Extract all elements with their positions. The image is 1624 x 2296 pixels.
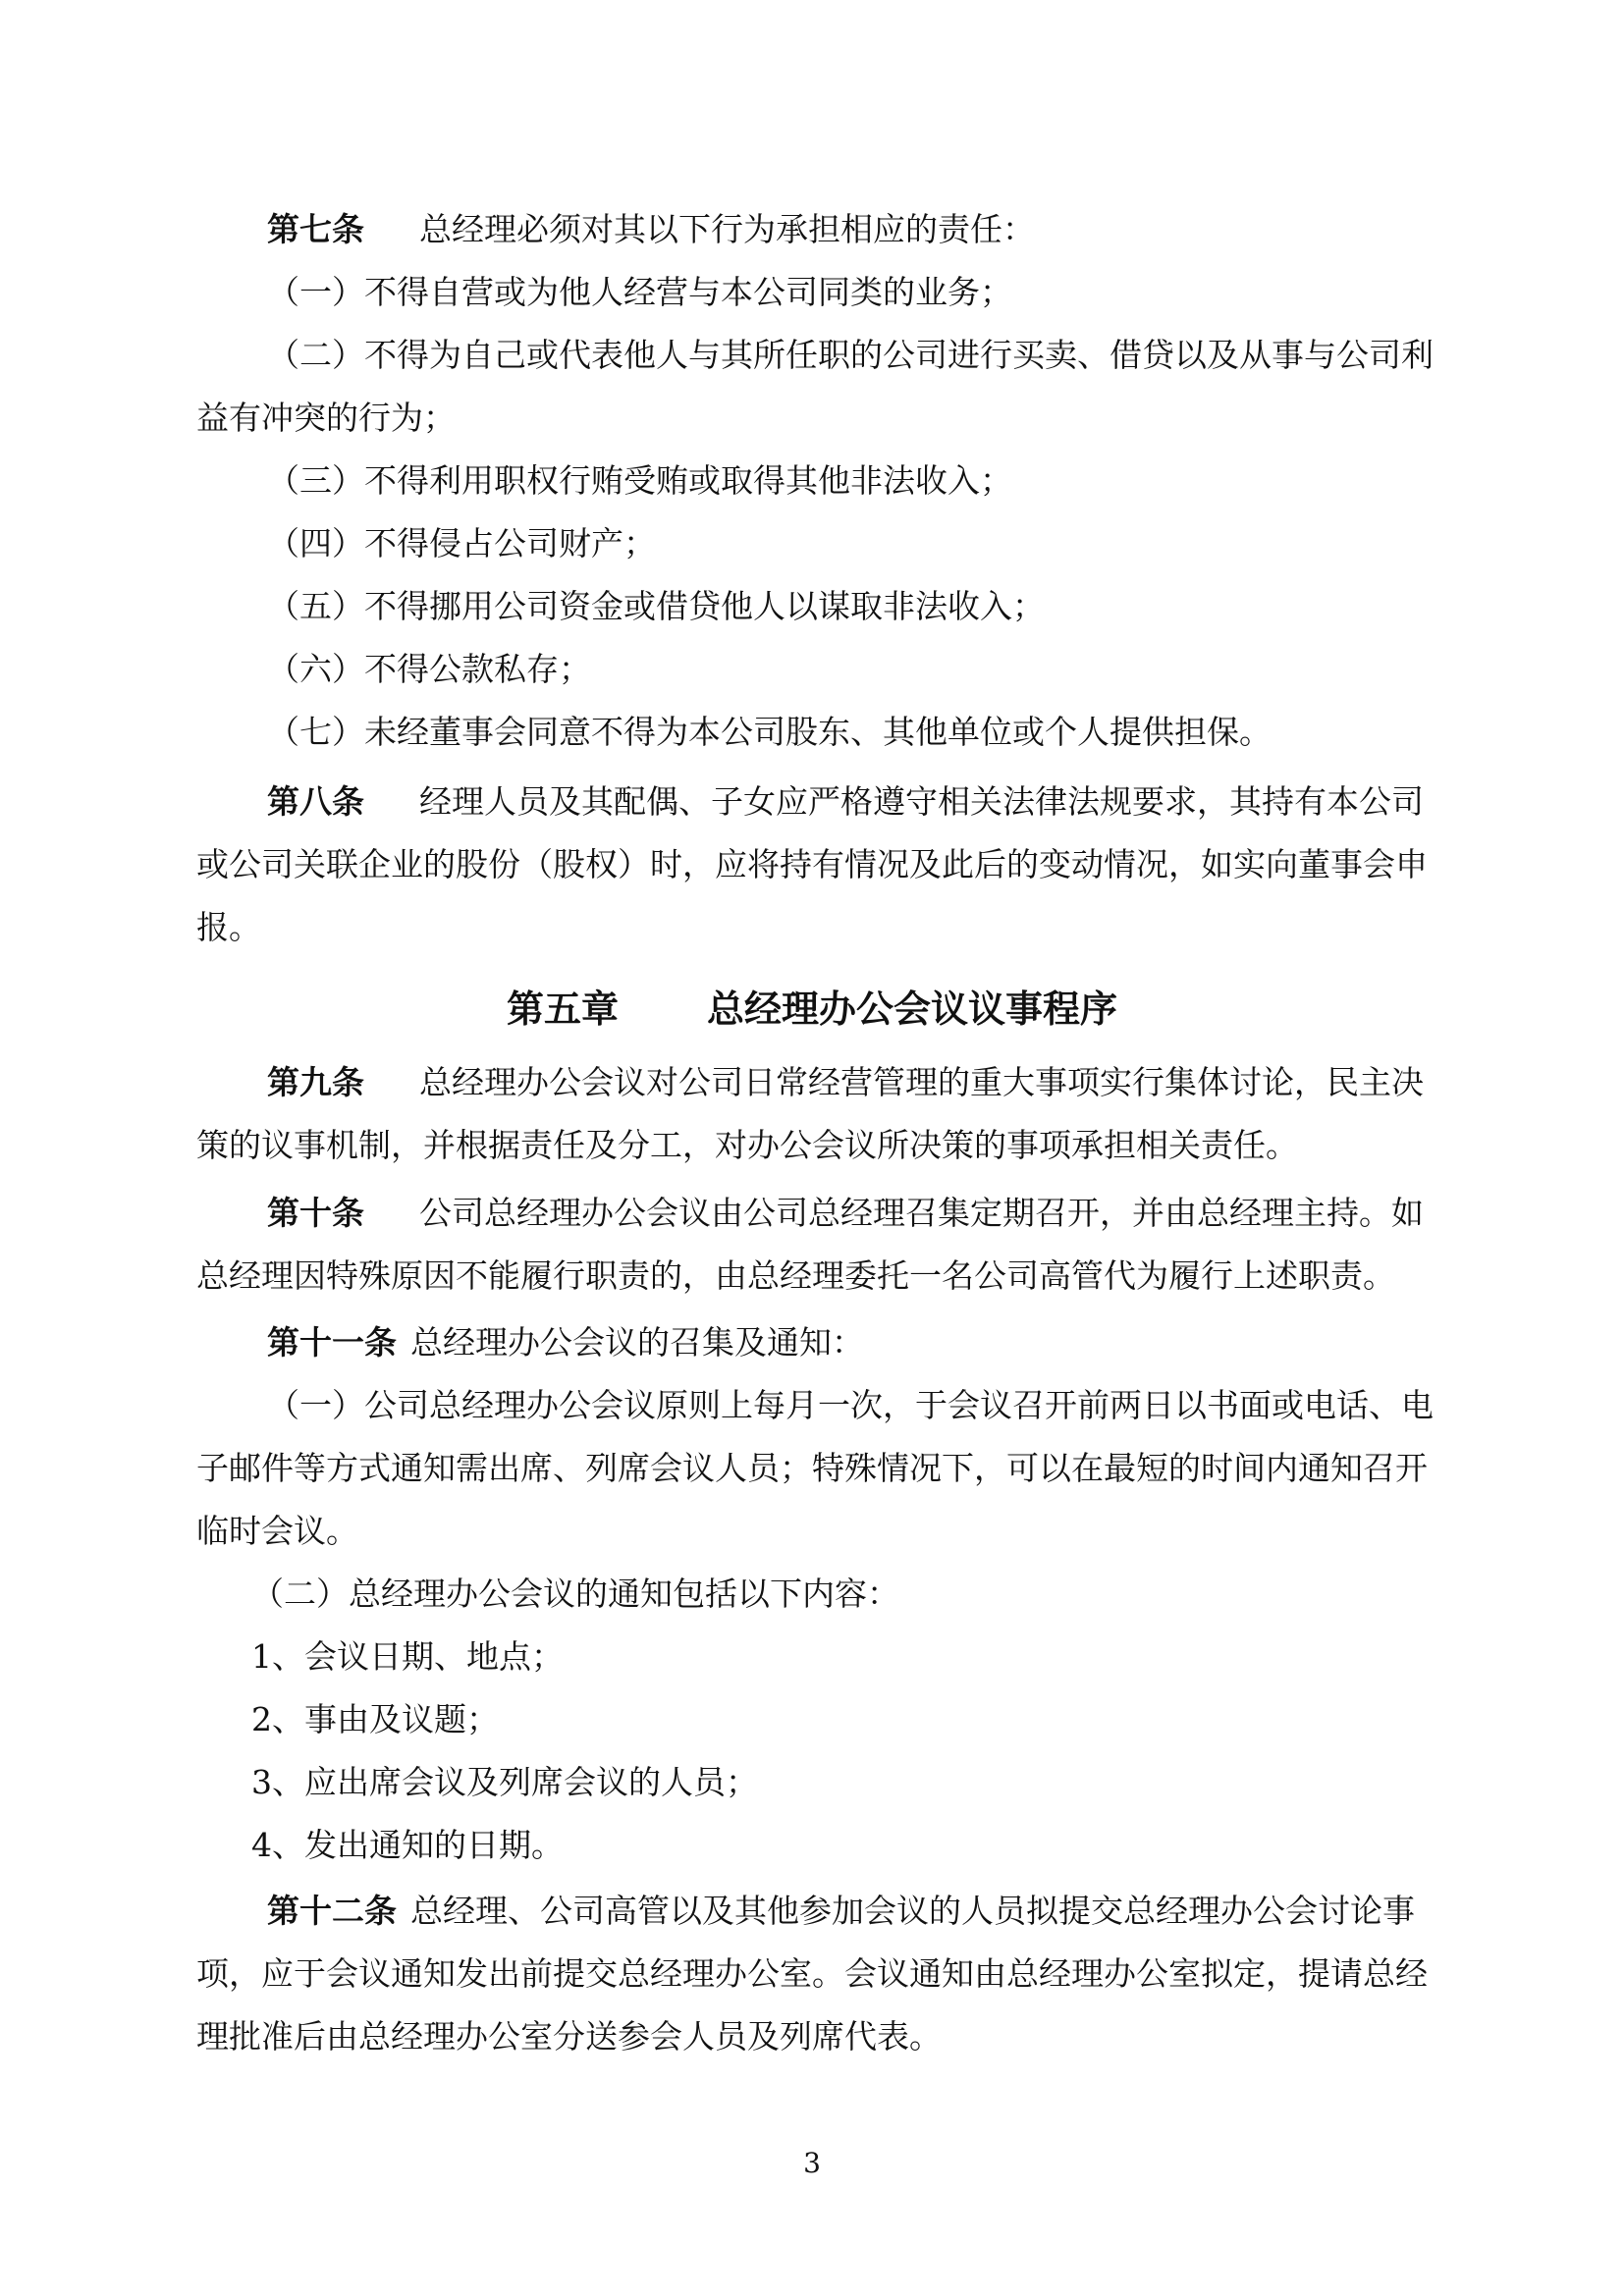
article-11-p1-line-3: 临时会议。	[196, 1512, 358, 1550]
article-11-p1-line-1: （一）公司总经理办公会议原则上每月一次，于会议召开前两日以书面或电话、电	[267, 1386, 1434, 1424]
article-11-sub-3: 3、应出席会议及列席会议的人员；	[251, 1763, 758, 1801]
article-8-line-3: 报。	[196, 908, 261, 946]
article-7-item-1: （一）不得自营或为他人经营与本公司同类的业务；	[267, 273, 1012, 311]
article-11-sub-2: 2、事由及议题；	[251, 1700, 499, 1738]
chapter-5-number: 第五章	[506, 988, 619, 1031]
article-7-item-2: （二）不得为自己或代表他人与其所任职的公司进行买卖、借贷以及从事与公司利	[267, 336, 1434, 374]
article-7-item-7: （七）未经董事会同意不得为本公司股东、其他单位或个人提供担保。	[267, 713, 1272, 751]
article-8-line-2: 或公司关联企业的股份（股权）时，应将持有情况及此后的变动情况，如实向董事会申	[196, 845, 1428, 883]
article-9-line-1	[267, 1063, 1424, 1102]
chapter-5-heading	[0, 987, 1624, 1032]
article-10-text: 公司总经理办公会议由公司总经理召集定期召开，并由总经理主持。如	[419, 1194, 1424, 1232]
article-12-line-3: 理批准后由总经理办公室分送参会人员及列席代表。	[196, 2017, 942, 2056]
article-7-item-4: （四）不得侵占公司财产；	[267, 524, 656, 562]
article-10-label: 第十条	[267, 1194, 364, 1232]
article-9-text: 总经理办公会议对公司日常经营管理的重大事项实行集体讨论，民主决	[419, 1063, 1424, 1101]
article-11-label: 第十一条	[267, 1323, 397, 1362]
chapter-5-title: 总经理办公会议议事程序	[707, 988, 1118, 1031]
article-12-line-2: 项，应于会议通知发出前提交总经理办公室。会议通知由总经理办公室拟定，提请总经	[196, 1954, 1428, 1993]
page-number: 3	[803, 2147, 821, 2179]
article-10-line-1	[267, 1194, 1424, 1233]
article-11-p1-line-2: 子邮件等方式通知需出席、列席会议人员；特殊情况下，可以在最短的时间内通知召开	[196, 1449, 1428, 1487]
article-7-heading	[267, 210, 1035, 249]
article-7-item-5: （五）不得挪用公司资金或借贷他人以谋取非法收入；	[267, 587, 1045, 625]
article-8-line-1	[267, 782, 1424, 822]
article-7-item-2-cont: 益有冲突的行为；	[196, 399, 456, 437]
article-7-item-3: （三）不得利用职权行贿受贿或取得其他非法收入；	[267, 461, 1012, 500]
article-11-sub-1: 1、会议日期、地点；	[251, 1637, 564, 1676]
article-12-line-1	[267, 1892, 1415, 1931]
article-11-p2: （二）总经理办公会议的通知包括以下内容：	[251, 1575, 899, 1613]
article-10-line-2: 总经理因特殊原因不能履行职责的，由总经理委托一名公司高管代为履行上述职责。	[196, 1256, 1395, 1295]
article-12-label: 第十二条	[267, 1892, 397, 1930]
article-11-text: 总经理办公会议的召集及通知：	[410, 1323, 864, 1362]
article-11-sub-4: 4、发出通知的日期。	[251, 1826, 564, 1864]
article-11-line-1	[267, 1323, 864, 1362]
article-9-line-2: 策的议事机制，并根据责任及分工，对办公会议所决策的事项承担相关责任。	[196, 1126, 1298, 1164]
article-7-text: 总经理必须对其以下行为承担相应的责任：	[419, 210, 1035, 248]
article-7-item-6: （六）不得公款私存；	[267, 650, 591, 688]
article-7-label: 第七条	[267, 210, 364, 248]
article-12-text: 总经理、公司高管以及其他参加会议的人员拟提交总经理办公会讨论事	[410, 1892, 1415, 1930]
article-8-label: 第八条	[267, 782, 364, 821]
article-9-label: 第九条	[267, 1063, 364, 1101]
article-8-text: 经理人员及其配偶、子女应严格遵守相关法律法规要求，其持有本公司	[419, 782, 1424, 821]
